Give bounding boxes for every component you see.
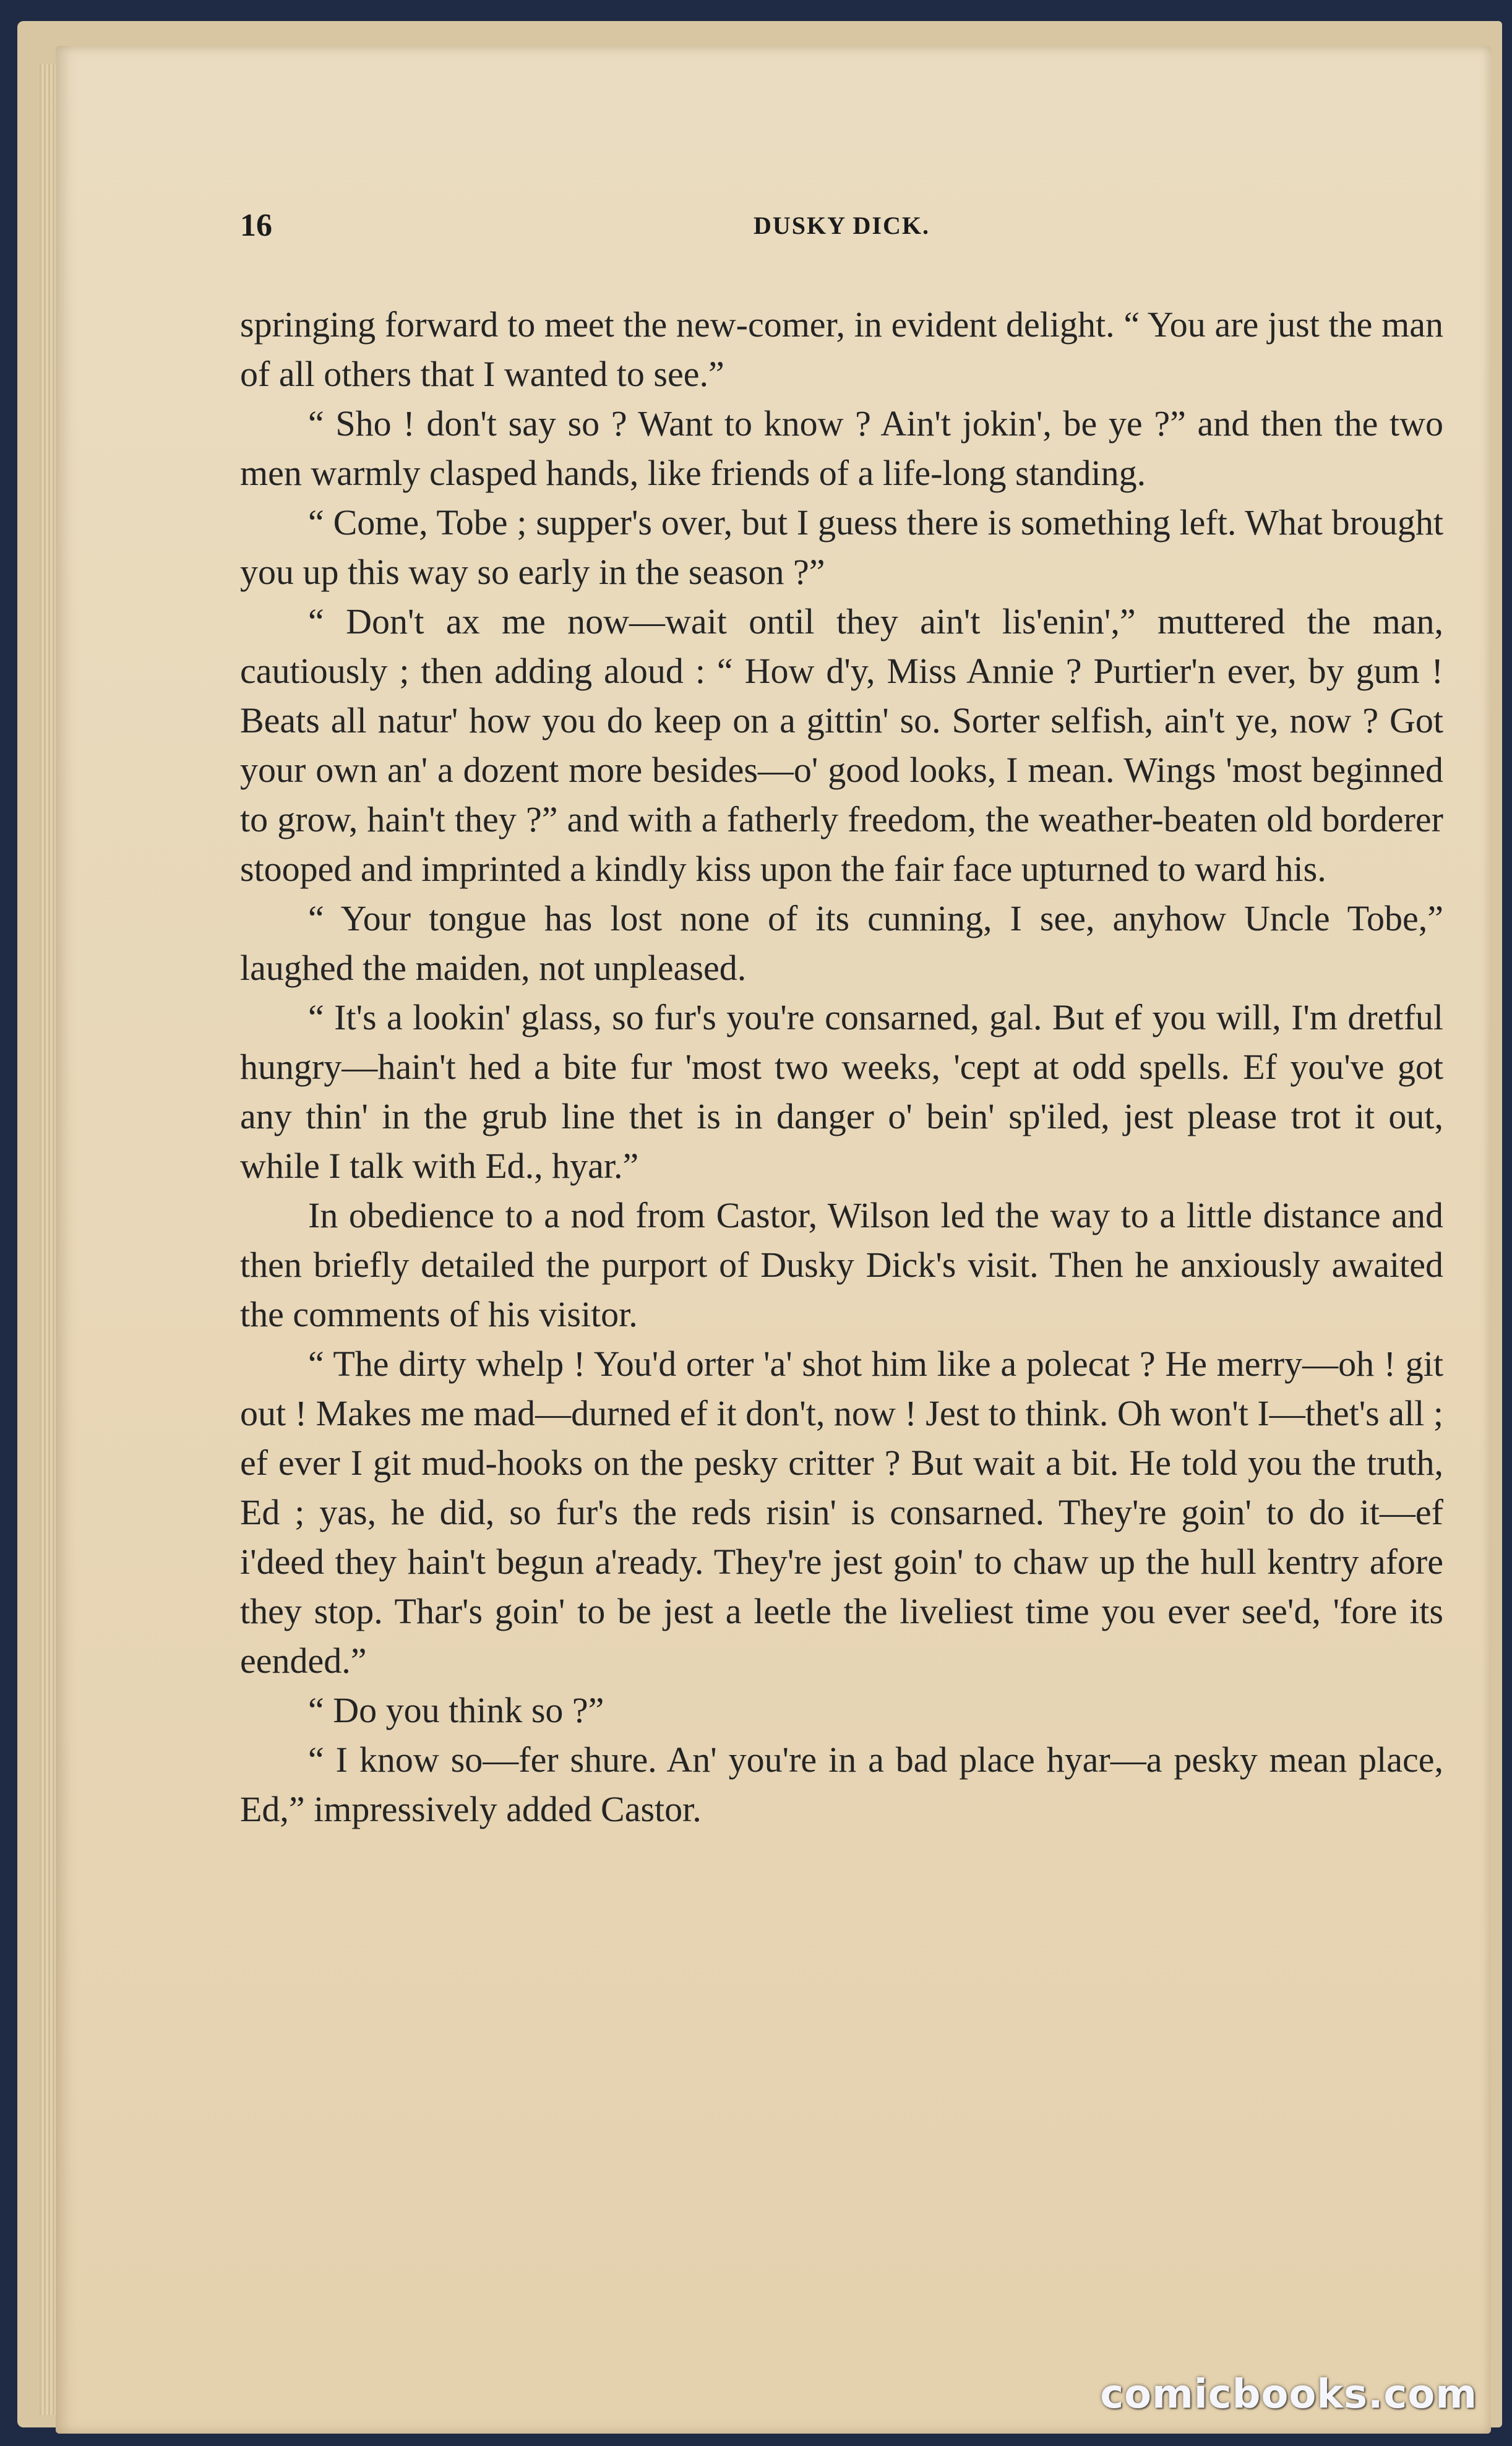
paragraph: “ Sho ! don't say so ? Want to know ? Ain't jokin', be ye ?” and then the two men warmly clasped hands, like friends of a life-long standing. xyxy=(240,403,1443,493)
paragraph: “ The dirty whelp ! You'd orter 'a' shot him like a polecat ? He merry—oh ! git out ! Makes me mad—durned ef it don't, now ! Jest to think. Oh won't I—thet's all ; ef ever I git mud-hooks on the pesky critter ? But wait a bit. He told you the truth, Ed ; yas, he did, so fur's the reds risin' is consarned. They're goin' to do it—ef i'deed they hain't begun a'ready. They're jest goin' to chaw up the hull kentry afore they stop. Thar's goin' to be jest a leetle the liveliest time you ever see'd, 'fore its eended.” xyxy=(240,1344,1443,1681)
body-text xyxy=(240,300,1443,1834)
paragraph: “ It's a lookin' glass, so fur's you're consarned, gal. But ef you will, I'm dretful hungry—hain't hed a bite fur 'most two weeks, 'cept at odd spells. Ef you've got any thin' in the grub line thet is in danger o' bein' sp'iled, jest please trot it out, while I talk with Ed., hyar.” xyxy=(240,997,1443,1186)
running-head xyxy=(240,207,1443,244)
paragraph: “ Your tongue has lost none of its cunning, I see, anyhow Uncle Tobe,” laughed the maiden, not unpleased. xyxy=(240,898,1443,988)
running-title: DUSKY DICK. xyxy=(754,212,930,239)
paragraph: “ Come, Tobe ; supper's over, but I guess there is something left. What brought you up this way so early in the season ?” xyxy=(240,502,1443,592)
paragraph: In obedience to a nod from Castor, Wilson led the way to a little distance and then briefly detailed the purport of Dusky Dick's visit. Then he anxiously awaited the comments of his visitor. xyxy=(240,1195,1443,1334)
watermark: comicbooks.com xyxy=(1100,2372,1477,2418)
paragraph: “ I know so—fer shure. An' you're in a bad place hyar—a pesky mean place, Ed,” impressively added Castor. xyxy=(240,1740,1443,1829)
paragraph: “ Don't ax me now—wait ontil they ain't lis'enin',” muttered the man, cautiously ; then adding aloud : “ How d'y, Miss Annie ? Purtier'n ever, by gum ! Beats all natur' how you do keep on a gittin' so. Sorter selfish, ain't ye, now ? Got your own an' a dozent more besides—o' good looks, I mean. Wings 'most beginned to grow, hain't they ?” and with a fatherly freedom, the weather-beaten old borderer stooped and imprinted a kindly kiss upon the fair face upturned to ward his. xyxy=(240,601,1443,889)
paragraph: springing forward to meet the new-comer, in evident delight. “ You are just the man of all others that I wanted to see.” xyxy=(240,304,1443,394)
paragraph: “ Do you think so ?” xyxy=(308,1690,604,1730)
page-number: 16 xyxy=(240,208,272,243)
page-edges xyxy=(40,64,57,2415)
